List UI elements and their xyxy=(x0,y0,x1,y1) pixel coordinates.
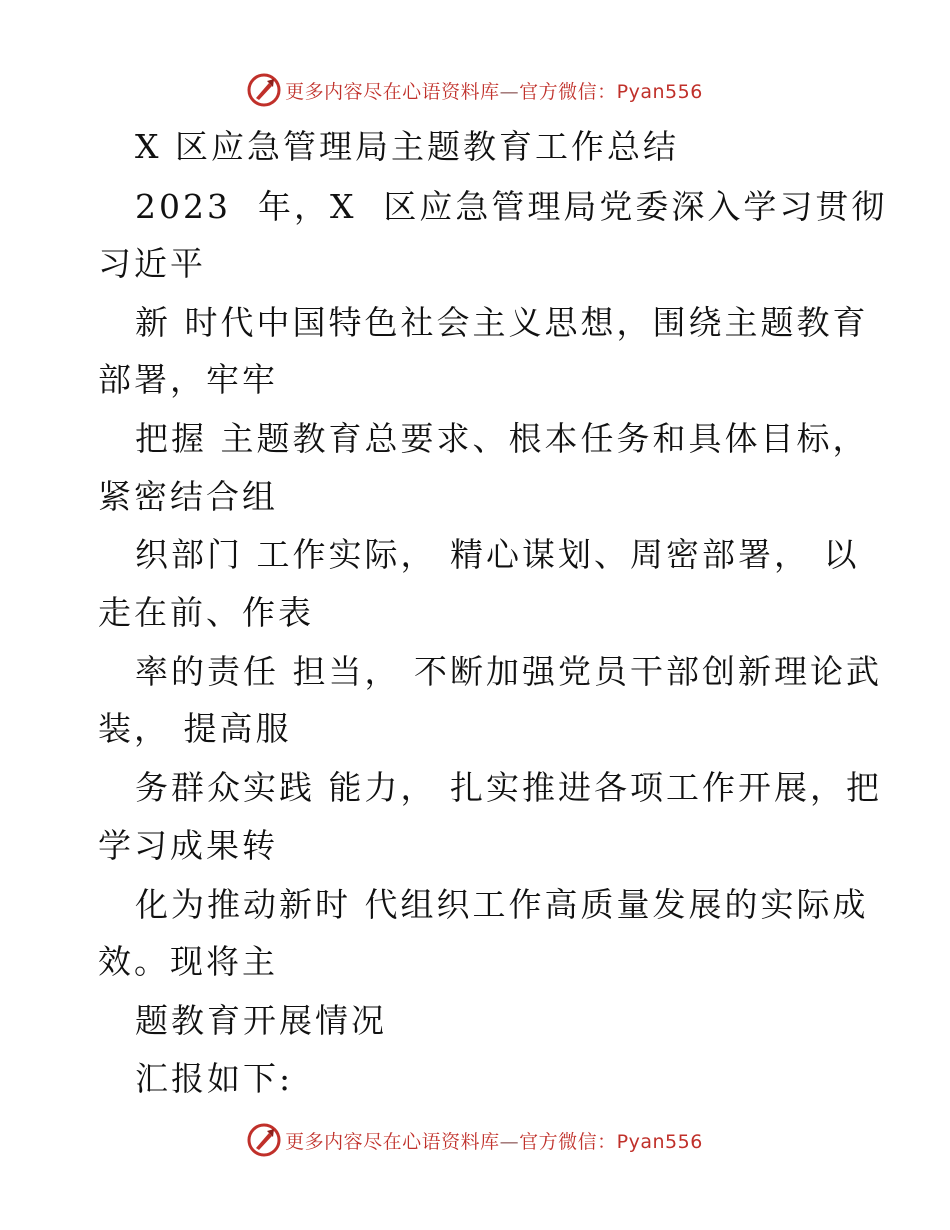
paragraph-line: 学习成果转 xyxy=(98,826,278,865)
paragraph-line: 化为推动新时 代组织工作高质量发展的实际成 xyxy=(135,885,869,924)
paragraph-line: 务群众实践 能力， 扎实推进各项工作开展，把 xyxy=(135,768,882,807)
footer-watermark-banner xyxy=(0,1120,950,1160)
paragraph-line: 部署，牢牢 xyxy=(98,360,278,399)
header-banner-separator: — xyxy=(499,80,520,103)
footer-banner-separator: — xyxy=(499,1130,520,1153)
header-banner-contact: 官方微信：Pyan556 xyxy=(519,80,703,103)
footer-banner-text xyxy=(285,1127,703,1154)
quill-logo-icon xyxy=(247,1123,281,1157)
paragraph-line: 织部门 工作实际， 精心谋划、周密部署， 以 xyxy=(135,535,860,574)
paragraph-line: 走在前、作表 xyxy=(98,593,314,632)
paragraph-line: 紧密结合组 xyxy=(98,477,278,516)
paragraph-line: 习近平 xyxy=(98,244,206,283)
paragraph-line: 效。现将主 xyxy=(98,942,278,981)
paragraph-line: 汇报如下: xyxy=(135,1059,294,1098)
paragraph-line: 把握 主题教育总要求、根本任务和具体目标， xyxy=(135,419,869,458)
footer-banner-contact: 官方微信：Pyan556 xyxy=(519,1130,703,1153)
footer-banner-title: 更多内容尽在心语资料库 xyxy=(285,1130,500,1153)
header-banner-title: 更多内容尽在心语资料库 xyxy=(285,80,500,103)
paragraph-line: 新 时代中国特色社会主义思想，围绕主题教育 xyxy=(135,303,869,342)
paragraph-line: 题教育开展情况 xyxy=(135,1001,387,1040)
paragraph-line: 率的责任 担当， 不断加强党员干部创新理论武 xyxy=(135,652,882,691)
document-title: X 区应急管理局主题教育工作总结 xyxy=(135,127,679,166)
paragraph-line: 装， 提高服 xyxy=(98,709,292,748)
paragraph-line: 2023 年，X 区应急管理局党委深入学习贯彻 xyxy=(135,187,888,226)
